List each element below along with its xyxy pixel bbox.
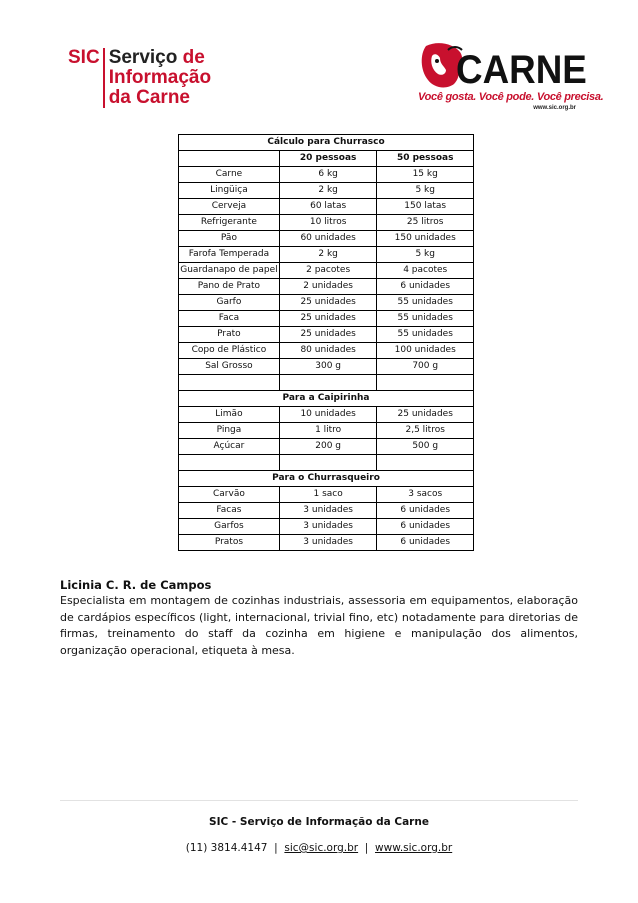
section-caipirinha-heading: Para a Caipirinha: [179, 391, 474, 407]
table-cell-50: 5 kg: [377, 183, 474, 199]
footer-separator: |: [274, 842, 278, 854]
table-cell-50: 500 g: [377, 439, 474, 455]
table-row: [179, 199, 474, 215]
table-cell-50: 700 g: [377, 359, 474, 375]
table-cell-50: 55 unidades: [377, 327, 474, 343]
table-row: [179, 167, 474, 183]
table-cell-20: 2 kg: [279, 183, 377, 199]
table-cell-50: 4 pacotes: [377, 263, 474, 279]
table-cell-item: Facas: [179, 503, 280, 519]
table-cell-20: 25 unidades: [279, 327, 377, 343]
table-cell-20: 60 latas: [279, 199, 377, 215]
footer-title: SIC - Serviço de Informação da Carne: [209, 816, 429, 828]
table-cell-item: Garfos: [179, 519, 280, 535]
table-cell-20: 6 kg: [279, 167, 377, 183]
table-cell-20: 10 litros: [279, 215, 377, 231]
churrasco-table: [178, 134, 474, 551]
table-cell-item: Sal Grosso: [179, 359, 280, 375]
footer-contact: [0, 842, 638, 854]
table-row: [179, 279, 474, 295]
footer-site-link[interactable]: www.sic.org.br: [375, 842, 453, 854]
table-row: [179, 503, 474, 519]
table-cell-50: 150 latas: [377, 199, 474, 215]
table-cell-50: 150 unidades: [377, 231, 474, 247]
table-cell-20: 1 saco: [279, 487, 377, 503]
table-cell-20: 200 g: [279, 439, 377, 455]
table-cell-item: Guardanapo de papel: [179, 263, 280, 279]
table-cell-50: 25 litros: [377, 215, 474, 231]
table-cell-item: Carvão: [179, 487, 280, 503]
table-cell-20: 3 unidades: [279, 535, 377, 551]
table-cell-item: Garfo: [179, 295, 280, 311]
table-row: [179, 519, 474, 535]
table-cell-50: 6 unidades: [377, 503, 474, 519]
table-cell-20: 2 kg: [279, 247, 377, 263]
table-cell-item: Faca: [179, 311, 280, 327]
table-cell-20: 1 litro: [279, 423, 377, 439]
table-row: [179, 295, 474, 311]
sic-logo-name: [105, 48, 211, 108]
table-cell-item: Farofa Temperada: [179, 247, 280, 263]
table-title: Cálculo para Churrasco: [179, 135, 474, 151]
table-cell-20: 25 unidades: [279, 311, 377, 327]
table-cell-20: 60 unidades: [279, 231, 377, 247]
table-cell-50: 25 unidades: [377, 407, 474, 423]
table-row: [179, 311, 474, 327]
table-row: [179, 487, 474, 503]
sic-logo: [68, 48, 211, 108]
table-cell-item: Carne: [179, 167, 280, 183]
table-cell-20: 300 g: [279, 359, 377, 375]
table-blank-row: [179, 375, 474, 391]
table-cell-20: 10 unidades: [279, 407, 377, 423]
sic-logo-line1-de: de: [182, 47, 205, 68]
table-row: [179, 247, 474, 263]
sic-logo-line3: da Carne: [108, 87, 190, 108]
table-cell-item: Limão: [179, 407, 280, 423]
carne-logo: [416, 40, 604, 116]
table-cell-item: Pratos: [179, 535, 280, 551]
table-row: [179, 263, 474, 279]
table-blank-cell: [377, 455, 474, 471]
sic-logo-line1: Serviço: [108, 47, 183, 68]
table-cell-50: 100 unidades: [377, 343, 474, 359]
table-cell-20: 3 unidades: [279, 503, 377, 519]
table-blank-cell: [279, 375, 377, 391]
table-row: [179, 423, 474, 439]
table-cell-50: 3 sacos: [377, 487, 474, 503]
table-title-row: [179, 135, 474, 151]
table-cell-item: Lingüiça: [179, 183, 280, 199]
carne-wordmark: CARNE: [456, 48, 587, 92]
table-cell-20: 25 unidades: [279, 295, 377, 311]
table-cell-20: 80 unidades: [279, 343, 377, 359]
table-cell-50: 55 unidades: [377, 311, 474, 327]
footer-phone: (11) 3814.4147: [185, 842, 268, 854]
table-cell-item: Açúcar: [179, 439, 280, 455]
table-row: [179, 439, 474, 455]
table-cell-item: Refrigerante: [179, 215, 280, 231]
footer-email-link[interactable]: sic@sic.org.br: [284, 842, 359, 854]
table-cell-50: 6 unidades: [377, 279, 474, 295]
table-row: [179, 215, 474, 231]
footer-separator: |: [364, 842, 369, 854]
table-cell-item: Cerveja: [179, 199, 280, 215]
table-cell-20: 3 unidades: [279, 519, 377, 535]
table-cell-item: Copo de Plástico: [179, 343, 280, 359]
table-cell-20: 2 pacotes: [279, 263, 377, 279]
column-header-50: 50 pessoas: [377, 151, 474, 167]
footer-divider: [60, 800, 578, 801]
author-bio: Especialista em montagem de cozinhas industriais, assessoria em equipamentos, elaboração de cardápios específicos (light, internacional, trivial fino, etc) notadamente para diretorias de firmas, treinamento do staff da cozinha em higiene e manipulação dos alimentos, organização operacional, etiqueta à mesa.: [60, 594, 578, 657]
table-cell-50: 5 kg: [377, 247, 474, 263]
table-cell-item: Pinga: [179, 423, 280, 439]
table-row: [179, 407, 474, 423]
column-header-item: [179, 151, 280, 167]
table-row: [179, 183, 474, 199]
section-churrasqueiro-heading: Para o Churrasqueiro: [179, 471, 474, 487]
table-section-row: [179, 391, 474, 407]
sic-logo-mark: SIC: [68, 48, 105, 108]
table-cell-20: 2 unidades: [279, 279, 377, 295]
table-section-row: [179, 471, 474, 487]
table-cell-item: Pão: [179, 231, 280, 247]
table-row: [179, 231, 474, 247]
table-cell-50: 6 unidades: [377, 519, 474, 535]
table-header-row: [179, 151, 474, 167]
table-cell-item: Pano de Prato: [179, 279, 280, 295]
table-blank-cell: [179, 455, 280, 471]
table-blank-row: [179, 455, 474, 471]
carne-slogan: Você gosta. Você pode. Você precisa.: [418, 91, 604, 103]
table-cell-50: 2,5 litros: [377, 423, 474, 439]
table-blank-cell: [377, 375, 474, 391]
table-row: [179, 359, 474, 375]
table-blank-cell: [179, 375, 280, 391]
table-row: [179, 535, 474, 551]
author-name: Licinia C. R. de Campos: [60, 578, 212, 592]
sic-logo-line2: Informação: [108, 67, 212, 88]
table-cell-50: 6 unidades: [377, 535, 474, 551]
table-cell-50: 55 unidades: [377, 295, 474, 311]
table-cell-item: Prato: [179, 327, 280, 343]
table-row: [179, 343, 474, 359]
carne-url: www.sic.org.br: [533, 105, 576, 111]
table-blank-cell: [279, 455, 377, 471]
table-cell-50: 15 kg: [377, 167, 474, 183]
column-header-20: 20 pessoas: [279, 151, 377, 167]
table-row: [179, 327, 474, 343]
